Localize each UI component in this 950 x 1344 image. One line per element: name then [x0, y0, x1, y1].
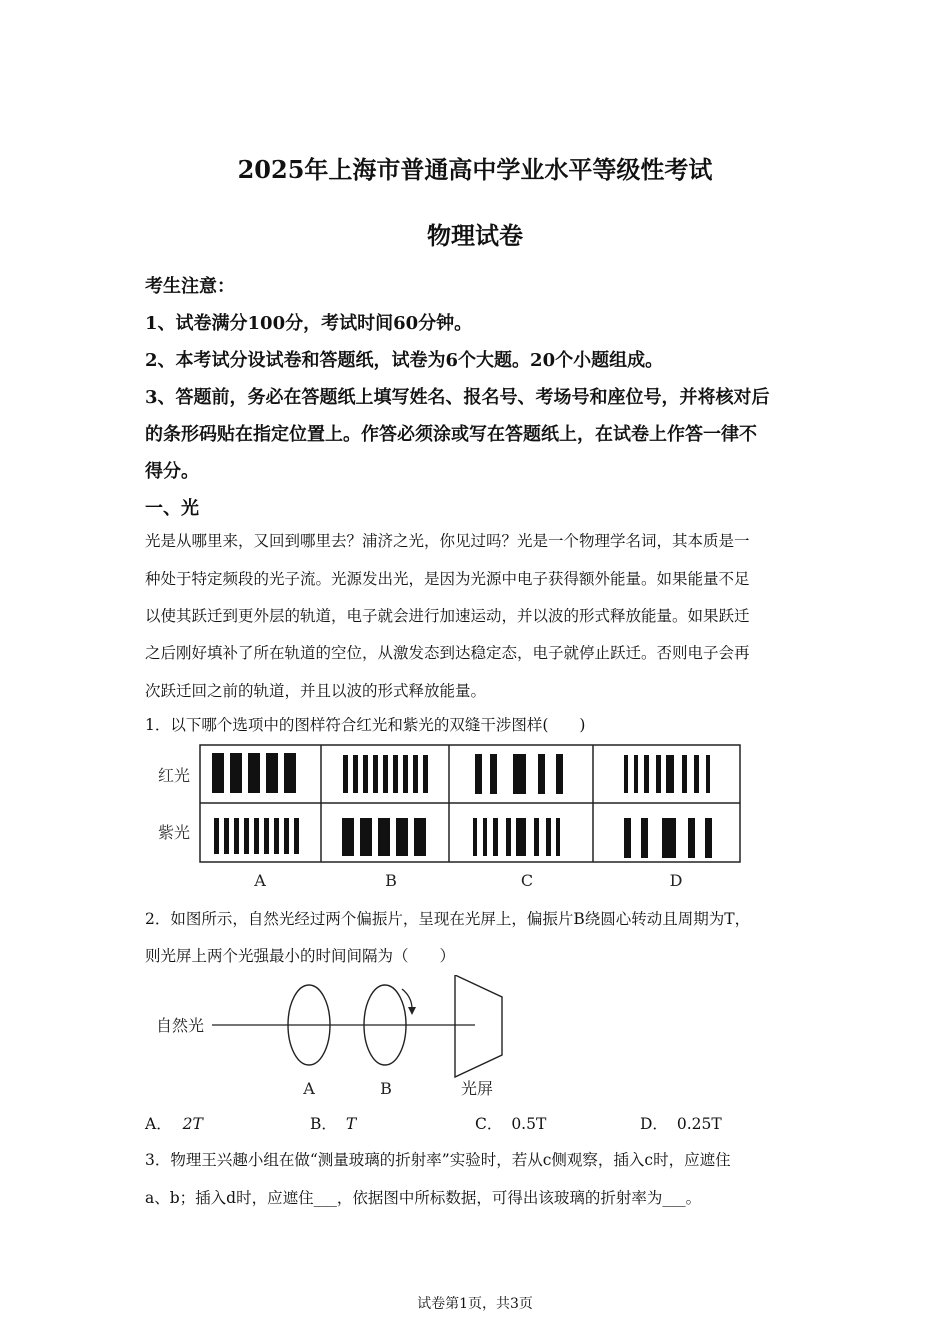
intro-line: 次跃迁回之前的轨道，并且以波的形式释放能量。	[145, 682, 487, 700]
option-value: 2T	[182, 1115, 203, 1133]
source-label: 自然光	[156, 1016, 205, 1035]
intro-line: 光是从哪里来，又回到哪里去？浦济之光，你见过吗？光是一个物理学名词，其本质是一	[145, 532, 750, 550]
intro-line: 之后刚好填补了所在轨道的空位，从激发态到达稳定态，电子就停止跃迁。否则电子会再	[145, 644, 750, 662]
pattern-b-red	[343, 755, 428, 793]
question-1-stem: 1．以下哪个选项中的图样符合红光和紫光的双缝干涉图样( )	[145, 716, 586, 734]
pattern-a-violet	[214, 818, 299, 854]
rotation-arrowhead-icon	[408, 1007, 416, 1015]
pattern-d-red	[624, 755, 710, 793]
row-label-violet: 紫光	[158, 823, 191, 842]
light-screen	[455, 975, 502, 1077]
notice-item: 2、本考试分设试卷和答题纸，试卷为6个大题。20个小题组成。	[145, 350, 664, 371]
question-2-stem-line2: 则光屏上两个光强最小的时间间隔为（ ）	[145, 947, 456, 965]
interference-pattern-table	[150, 740, 750, 895]
row-label-red: 红光	[158, 766, 191, 785]
option-key: B．	[310, 1115, 337, 1133]
option-label-b: B	[385, 871, 397, 890]
pattern-d-violet	[624, 818, 712, 858]
intro-line: 以使其跃迁到更外层的轨道，电子就会进行加速运动，并以波的形式释放能量。如果跃迁	[145, 607, 750, 625]
option-value: 0.25T	[676, 1115, 722, 1133]
pattern-c-red	[475, 754, 563, 794]
intro-line: 种处于特定频段的光子流。光源发出光，是因为光源中电子获得额外能量。如果能量不足	[145, 570, 750, 588]
pattern-a-red	[212, 753, 296, 793]
exam-title: 2025年上海市普通高中学业水平等级性考试	[237, 155, 713, 184]
notice-item: 的条形码贴在指定位置上。作答必须涂或写在答题纸上，在试卷上作答一律不	[145, 424, 757, 445]
q2-option-a	[145, 1112, 203, 1134]
option-value: 0.5T	[511, 1115, 547, 1133]
pattern-b-violet	[342, 818, 426, 856]
question-3-line2: a、b；插入d时，应遮住___，依据图中所标数据，可得出该玻璃的折射率为___。	[145, 1189, 702, 1207]
question-2-stem-line1: 2．如图所示，自然光经过两个偏振片，呈现在光屏上，偏振片B绕圆心转动且周期为T，	[145, 910, 751, 928]
notice-item: 得分。	[145, 461, 199, 482]
notice-item: 1、试卷满分100分，考试时间60分钟。	[145, 313, 473, 334]
option-key: A．	[145, 1115, 172, 1133]
section-heading: 一、光	[145, 498, 199, 519]
page-footer: 试卷第1页，共3页	[417, 1296, 533, 1312]
option-key: C．	[475, 1115, 503, 1133]
pattern-c-violet	[473, 818, 560, 856]
question-3-line1: 3．物理王兴趣小组在做“测量玻璃的折射率”实验时，若从c侧观察，插入c时，应遮住	[145, 1151, 731, 1169]
notice-heading: 考生注意：	[145, 276, 235, 297]
notice-item: 3、答题前，务必在答题纸上填写姓名、报名号、考场号和座位号，并将核对后	[145, 387, 770, 408]
q2-option-d	[640, 1112, 722, 1134]
polarizer-a-label: A	[303, 1079, 315, 1098]
option-label-a: A	[254, 871, 266, 890]
screen-label: 光屏	[460, 1079, 494, 1098]
q2-option-b	[310, 1112, 356, 1134]
paper-subtitle: 物理试卷	[427, 221, 523, 250]
polarizer-b-label: B	[380, 1079, 392, 1098]
option-label-c: C	[520, 871, 534, 890]
polarizer-diagram	[150, 975, 530, 1105]
option-key: D．	[640, 1115, 668, 1133]
q2-option-c	[475, 1112, 546, 1134]
option-label-d: D	[669, 871, 683, 890]
option-value: T	[345, 1115, 357, 1133]
